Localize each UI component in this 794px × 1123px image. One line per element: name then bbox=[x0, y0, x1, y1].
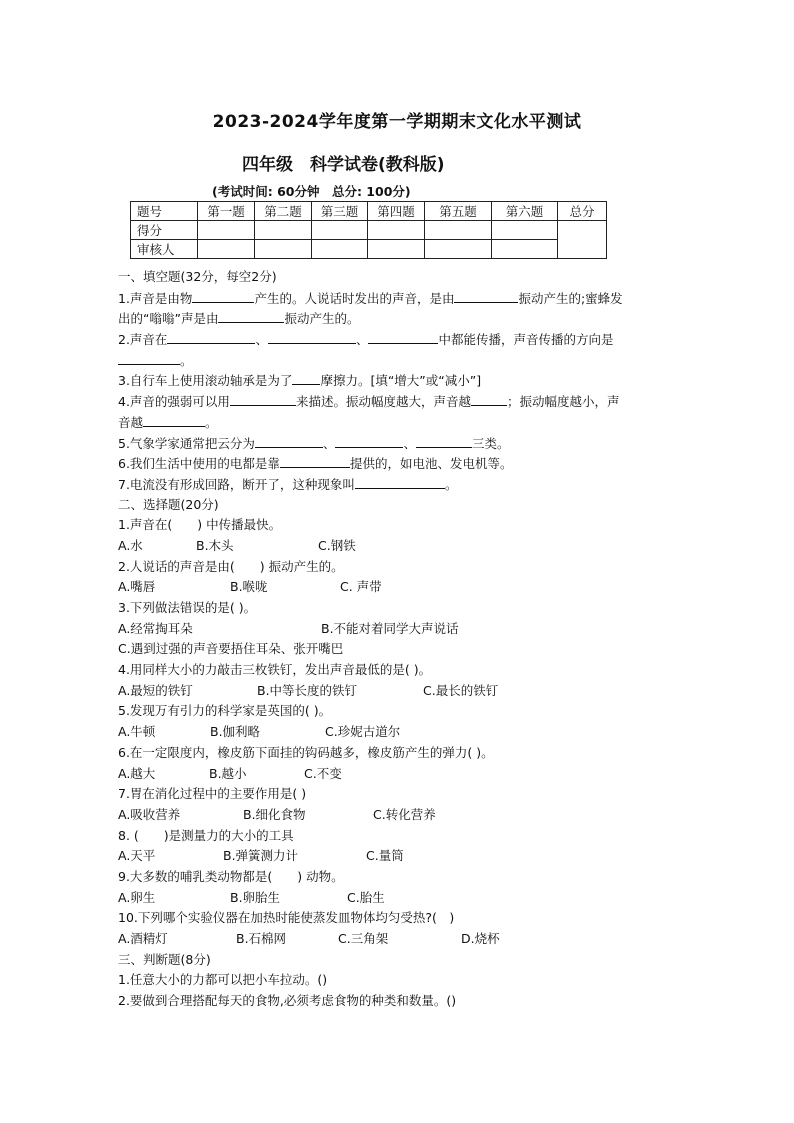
separator: 、 bbox=[255, 332, 268, 348]
choice-option[interactable]: C.不变 bbox=[304, 765, 342, 781]
exam-content bbox=[118, 267, 678, 1012]
choice-options bbox=[118, 805, 678, 826]
question-choice-9: 9.大多数的哺乳类动物都是( ) 动物。 bbox=[118, 868, 344, 884]
question-choice-7: 7.胃在消化过程中的主要作用是( ) bbox=[118, 786, 307, 802]
choice-option[interactable]: B.卵胎生 bbox=[230, 889, 281, 905]
score-header-cell: 第三题 bbox=[312, 202, 368, 221]
choice-option[interactable]: C.珍妮古道尔 bbox=[325, 724, 401, 740]
choice-options bbox=[118, 764, 678, 785]
score-row-label: 得分 bbox=[131, 221, 198, 240]
choice-option[interactable]: B.喉咙 bbox=[230, 579, 268, 595]
exam-subtitle: 四年级 科学试卷(教科版) bbox=[242, 155, 445, 175]
question-choice-8: 8. ( )是测量力的大小的工具 bbox=[118, 827, 294, 843]
answer-blank[interactable] bbox=[355, 474, 445, 489]
question-choice-5: 5.发现万有引力的科学家是英国的( )。 bbox=[118, 703, 332, 719]
question-fill-1 bbox=[118, 288, 678, 309]
choice-option[interactable]: C.转化营养 bbox=[373, 806, 436, 822]
score-cell[interactable] bbox=[425, 221, 492, 240]
exam-title: 2023-2024学年度第一学期期末文化水平测试 bbox=[212, 112, 582, 132]
reviewer-cell[interactable] bbox=[368, 240, 425, 259]
question-judge-1: 1.任意大小的力都可以把小车拉动。() bbox=[118, 972, 328, 988]
question-text: 来描述。振动幅度越大，声音越 bbox=[295, 394, 471, 410]
answer-blank[interactable] bbox=[218, 308, 284, 323]
score-header-cell: 第四题 bbox=[368, 202, 425, 221]
choice-option[interactable]: A.嘴唇 bbox=[118, 579, 156, 595]
question-text: 。 bbox=[180, 352, 193, 368]
question-text: ；振动幅度越小，声 bbox=[506, 394, 620, 410]
section-heading: 一、填空题(32分，每空2分) bbox=[118, 269, 277, 284]
score-cell[interactable] bbox=[198, 221, 255, 240]
answer-blank[interactable] bbox=[167, 329, 255, 344]
question-text: 三类。 bbox=[471, 435, 510, 451]
section-heading: 二、选择题(20分) bbox=[118, 496, 219, 512]
total-score-cell[interactable] bbox=[558, 221, 607, 259]
question-choice-4: 4.用同样大小的力敲击三枚铁钉，发出声音最低的是( )。 bbox=[118, 662, 432, 678]
question-text: 2.声音在 bbox=[118, 332, 168, 348]
choice-option[interactable]: C.最长的铁钉 bbox=[423, 682, 499, 698]
choice-option[interactable]: A.牛顿 bbox=[118, 724, 156, 740]
choice-options bbox=[118, 888, 678, 909]
question-text: 6.我们生活中使用的电都是靠 bbox=[118, 456, 280, 472]
question-text: 。 bbox=[205, 414, 218, 430]
reviewer-cell[interactable] bbox=[425, 240, 492, 259]
answer-blank[interactable] bbox=[255, 433, 323, 448]
choice-option[interactable]: B.石棉网 bbox=[236, 931, 287, 946]
score-cell[interactable] bbox=[492, 221, 558, 240]
score-table bbox=[130, 201, 607, 259]
question-text: 3.自行车上使用滚动轴承是为了 bbox=[118, 373, 293, 389]
choice-option[interactable]: B.中等长度的铁钉 bbox=[257, 682, 358, 698]
choice-options bbox=[118, 929, 678, 950]
question-judge-2: 2.要做到合理搭配每天的食物,必须考虑食物的种类和数量。() bbox=[118, 993, 457, 1009]
question-fill-7 bbox=[118, 474, 678, 495]
answer-blank[interactable] bbox=[268, 329, 356, 344]
choice-option[interactable]: C.胎生 bbox=[347, 889, 385, 905]
answer-blank[interactable] bbox=[335, 433, 403, 448]
separator: 、 bbox=[355, 332, 369, 348]
question-fill-2-cont bbox=[118, 350, 678, 371]
question-text: 产生的。人说话时发出的声音，是由 bbox=[254, 290, 455, 306]
score-header-cell: 总分 bbox=[558, 202, 607, 221]
score-row-label: 审核人 bbox=[131, 240, 198, 259]
answer-blank[interactable] bbox=[118, 350, 180, 365]
choice-option[interactable]: A.最短的铁钉 bbox=[118, 682, 193, 698]
question-fill-4 bbox=[118, 391, 678, 412]
answer-blank[interactable] bbox=[280, 453, 350, 468]
question-text: 提供的，如电池、发电机等。 bbox=[349, 456, 513, 472]
answer-blank[interactable] bbox=[368, 329, 438, 344]
choice-option[interactable]: A.酒精灯 bbox=[118, 931, 168, 946]
choice-option[interactable]: A.天平 bbox=[118, 848, 156, 864]
question-fill-6 bbox=[118, 453, 678, 474]
choice-option[interactable]: B.越小 bbox=[209, 765, 247, 781]
question-fill-5 bbox=[118, 433, 678, 454]
exam-info: (考试时间: 60分钟 总分: 100分) bbox=[212, 184, 411, 199]
score-table-header-row bbox=[131, 202, 607, 221]
answer-blank[interactable] bbox=[454, 288, 518, 303]
score-header-cell: 第五题 bbox=[425, 202, 492, 221]
reviewer-cell[interactable] bbox=[255, 240, 312, 259]
choice-option[interactable]: B.细化食物 bbox=[243, 806, 306, 822]
question-fill-3 bbox=[118, 370, 678, 391]
answer-blank[interactable] bbox=[143, 412, 205, 427]
choice-option[interactable]: A.经常掏耳朵 bbox=[118, 620, 193, 636]
choice-option[interactable]: D.烧杯 bbox=[461, 931, 500, 946]
question-text: 7.电流没有形成回路，断开了，这种现象叫 bbox=[118, 476, 355, 492]
reviewer-cell[interactable] bbox=[198, 240, 255, 259]
question-fill-4-cont bbox=[118, 412, 678, 433]
question-fill-2 bbox=[118, 329, 678, 350]
question-text: 中都能传播，声音传播的方向是 bbox=[438, 332, 614, 348]
score-table-row bbox=[131, 221, 607, 240]
choice-option[interactable]: C. 声带 bbox=[340, 579, 382, 595]
choice-options bbox=[118, 536, 678, 557]
answer-blank[interactable] bbox=[292, 370, 320, 385]
question-choice-3: 3.下列做法错误的是( )。 bbox=[118, 600, 257, 615]
choice-option[interactable]: B.伽利略 bbox=[210, 724, 261, 740]
choice-option[interactable]: C.三角架 bbox=[338, 931, 389, 946]
question-text: 1.声音是由物 bbox=[118, 290, 193, 306]
choice-option[interactable]: A.水 bbox=[118, 537, 143, 553]
question-text: 。 bbox=[444, 476, 458, 492]
choice-options bbox=[118, 846, 678, 867]
choice-option[interactable]: B.木头 bbox=[196, 537, 234, 553]
choice-option[interactable]: A.卵生 bbox=[118, 889, 156, 905]
answer-blank[interactable] bbox=[192, 288, 254, 303]
question-choice-10: 10.下列哪个实验仪器在加热时能使蒸发皿物体均匀受热?( ) bbox=[118, 910, 455, 926]
question-text: 振动产生的;蜜蜂发 bbox=[518, 290, 623, 306]
separator: 、 bbox=[322, 435, 336, 451]
question-text: 5.气象学家通常把云分为 bbox=[118, 435, 255, 451]
choice-option[interactable]: B.弹簧测力计 bbox=[223, 848, 299, 864]
choice-options bbox=[118, 681, 678, 702]
choice-options bbox=[118, 619, 678, 640]
score-header-cell: 第六题 bbox=[492, 202, 558, 221]
reviewer-cell[interactable] bbox=[492, 240, 558, 259]
score-cell[interactable] bbox=[368, 221, 425, 240]
reviewer-cell[interactable] bbox=[312, 240, 368, 259]
question-text: 音越 bbox=[118, 414, 144, 430]
choice-options bbox=[118, 722, 678, 743]
question-text: 振动产生的。 bbox=[284, 311, 360, 327]
question-choice-2: 2.人说话的声音是由( ) 振动产生的。 bbox=[118, 558, 344, 574]
score-cell[interactable] bbox=[255, 221, 312, 240]
score-header-cell: 题号 bbox=[131, 202, 198, 221]
choice-option[interactable]: C.量筒 bbox=[366, 848, 404, 864]
question-text: 4.声音的强弱可以用 bbox=[118, 394, 230, 410]
choice-option[interactable]: C.钢铁 bbox=[318, 537, 356, 553]
question-text: 摩擦力。[填“增大”或“减小”] bbox=[320, 373, 482, 389]
question-choice-1: 1.声音在( ) 中传播最快。 bbox=[118, 517, 282, 533]
choice-option[interactable]: A.越大 bbox=[118, 765, 156, 781]
score-table-row bbox=[131, 240, 607, 259]
answer-blank[interactable] bbox=[471, 391, 507, 406]
separator: 、 bbox=[403, 435, 416, 451]
choice-options bbox=[118, 577, 678, 598]
section-heading: 三、判断题(8分) bbox=[118, 951, 211, 967]
answer-blank[interactable] bbox=[416, 433, 472, 448]
choice-option[interactable]: B.不能对着同学大声说话 bbox=[321, 620, 459, 636]
question-text: 出的“嗡嗡”声是由 bbox=[118, 311, 219, 327]
score-header-cell: 第一题 bbox=[198, 202, 255, 221]
choice-option[interactable]: C.遇到过强的声音要捂住耳朵、张开嘴巴 bbox=[118, 641, 344, 657]
choice-option[interactable]: A.吸收营养 bbox=[118, 806, 181, 822]
score-header-cell: 第二题 bbox=[255, 202, 312, 221]
question-fill-1-cont bbox=[118, 308, 678, 329]
answer-blank[interactable] bbox=[230, 391, 296, 406]
score-cell[interactable] bbox=[312, 221, 368, 240]
question-choice-6: 6.在一定限度内，橡皮筋下面挂的钩码越多，橡皮筋产生的弹力( )。 bbox=[118, 744, 494, 760]
